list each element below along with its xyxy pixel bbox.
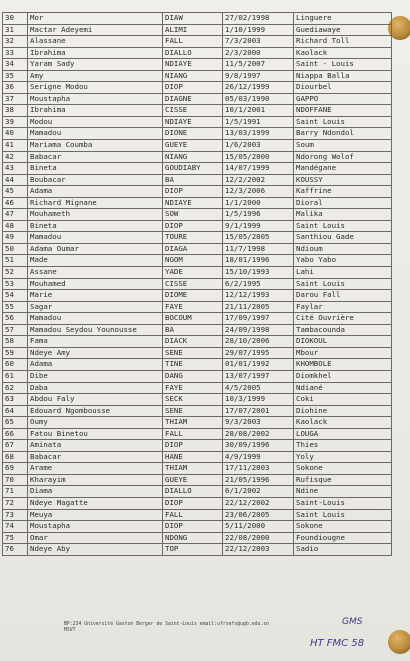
birth-place-cell: Linguere bbox=[294, 13, 392, 25]
student-roster-table bbox=[2, 12, 392, 556]
table-row bbox=[3, 267, 392, 279]
birth-place-cell: Ndiané bbox=[294, 382, 392, 394]
last-name-cell: FAYE bbox=[163, 301, 223, 313]
birth-date-cell: 9/8/1997 bbox=[223, 70, 294, 82]
first-name-cell: Moustapha bbox=[28, 93, 163, 105]
birth-date-cell: 5/11/2000 bbox=[223, 521, 294, 533]
last-name-cell: NDIAYE bbox=[163, 116, 223, 128]
row-number-cell: 40 bbox=[3, 128, 28, 140]
handwritten-note-2: HT FMC 58 bbox=[310, 638, 365, 649]
row-number-cell: 64 bbox=[3, 405, 28, 417]
last-name-cell: DIAW bbox=[163, 13, 223, 25]
first-name-cell: Mamadou Seydou Younousse bbox=[28, 324, 163, 336]
birth-place-cell: Saint-Louis bbox=[294, 497, 392, 509]
row-number-cell: 58 bbox=[3, 336, 28, 348]
birth-date-cell: 21/11/2005 bbox=[223, 301, 294, 313]
first-name-cell: Mariama Coumba bbox=[28, 140, 163, 152]
table-row bbox=[3, 151, 392, 163]
last-name-cell: HANE bbox=[163, 451, 223, 463]
birth-place-cell: Richard Toll bbox=[294, 36, 392, 48]
last-name-cell: SENE bbox=[163, 405, 223, 417]
birth-date-cell: 1/5/1991 bbox=[223, 116, 294, 128]
row-number-cell: 48 bbox=[3, 220, 28, 232]
first-name-cell: Moustapha bbox=[28, 521, 163, 533]
birth-date-cell: 4/5/2005 bbox=[223, 382, 294, 394]
birth-place-cell: Diomkhel bbox=[294, 370, 392, 382]
birth-place-cell: Saint Louis bbox=[294, 278, 392, 290]
table-row bbox=[3, 220, 392, 232]
birth-date-cell: 6/2/1995 bbox=[223, 278, 294, 290]
table-row bbox=[3, 47, 392, 59]
birth-place-cell: Barry Ndondol bbox=[294, 128, 392, 140]
birth-place-cell: DIOKOUL bbox=[294, 336, 392, 348]
birth-date-cell: 13/07/1997 bbox=[223, 370, 294, 382]
table-row bbox=[3, 474, 392, 486]
row-number-cell: 74 bbox=[3, 521, 28, 533]
row-number-cell: 50 bbox=[3, 243, 28, 255]
birth-place-cell: Coki bbox=[294, 394, 392, 406]
birth-place-cell: Faylar bbox=[294, 301, 392, 313]
last-name-cell: DIOP bbox=[163, 186, 223, 198]
table-row bbox=[3, 24, 392, 36]
last-name-cell: NDIAYE bbox=[163, 59, 223, 71]
birth-place-cell: Sadio bbox=[294, 544, 392, 556]
last-name-cell: GUEYE bbox=[163, 140, 223, 152]
row-number-cell: 56 bbox=[3, 313, 28, 325]
first-name-cell: Adama bbox=[28, 359, 163, 371]
birth-date-cell: 21/05/1996 bbox=[223, 474, 294, 486]
birth-place-cell: Malika bbox=[294, 209, 392, 221]
row-number-cell: 73 bbox=[3, 509, 28, 521]
table-row bbox=[3, 440, 392, 452]
last-name-cell: SENE bbox=[163, 347, 223, 359]
table-row bbox=[3, 417, 392, 429]
table-row bbox=[3, 209, 392, 221]
row-number-cell: 32 bbox=[3, 36, 28, 48]
first-name-cell: Ibrahima bbox=[28, 105, 163, 117]
last-name-cell: DIOP bbox=[163, 497, 223, 509]
birth-place-cell: Dioral bbox=[294, 197, 392, 209]
row-number-cell: 54 bbox=[3, 290, 28, 302]
table-row bbox=[3, 544, 392, 556]
birth-date-cell: 9/1/1999 bbox=[223, 220, 294, 232]
first-name-cell: Bineta bbox=[28, 220, 163, 232]
birth-place-cell: KOUSSY bbox=[294, 174, 392, 186]
birth-place-cell: NDOFFANE bbox=[294, 105, 392, 117]
row-number-cell: 51 bbox=[3, 255, 28, 267]
birth-date-cell: 17/09/1997 bbox=[223, 313, 294, 325]
first-name-cell: Dibe bbox=[28, 370, 163, 382]
binder-hole-bottom bbox=[388, 630, 410, 654]
last-name-cell: NGOM bbox=[163, 255, 223, 267]
last-name-cell: YADE bbox=[163, 267, 223, 279]
birth-date-cell: 4/9/1999 bbox=[223, 451, 294, 463]
last-name-cell: GOUDIABY bbox=[163, 163, 223, 175]
first-name-cell: Boubacar bbox=[28, 174, 163, 186]
last-name-cell: DIOP bbox=[163, 82, 223, 94]
table-row bbox=[3, 70, 392, 82]
row-number-cell: 67 bbox=[3, 440, 28, 452]
first-name-cell: Omar bbox=[28, 532, 163, 544]
birth-place-cell: Foundiougne bbox=[294, 532, 392, 544]
row-number-cell: 45 bbox=[3, 186, 28, 198]
birth-date-cell: 14/07/1999 bbox=[223, 163, 294, 175]
birth-date-cell: 15/05/2005 bbox=[223, 232, 294, 244]
first-name-cell: Bineta bbox=[28, 163, 163, 175]
row-number-cell: 61 bbox=[3, 370, 28, 382]
table-row bbox=[3, 497, 392, 509]
row-number-cell: 49 bbox=[3, 232, 28, 244]
row-number-cell: 69 bbox=[3, 463, 28, 475]
birth-date-cell: 05/03/1990 bbox=[223, 93, 294, 105]
table-row bbox=[3, 532, 392, 544]
table-row bbox=[3, 93, 392, 105]
table-row bbox=[3, 428, 392, 440]
birth-place-cell: Diourbel bbox=[294, 82, 392, 94]
row-number-cell: 60 bbox=[3, 359, 28, 371]
birth-place-cell: Saint Louis bbox=[294, 509, 392, 521]
birth-place-cell: Soum bbox=[294, 140, 392, 152]
document-footer bbox=[64, 622, 269, 634]
birth-place-cell: Saint - Louis bbox=[294, 59, 392, 71]
first-name-cell: Adama Oumar bbox=[28, 243, 163, 255]
row-number-cell: 75 bbox=[3, 532, 28, 544]
birth-place-cell: Cité Ouvrière bbox=[294, 313, 392, 325]
birth-date-cell: 17/11/2003 bbox=[223, 463, 294, 475]
table-row bbox=[3, 370, 392, 382]
last-name-cell: THIAM bbox=[163, 463, 223, 475]
table-row bbox=[3, 116, 392, 128]
birth-date-cell: 15/10/1993 bbox=[223, 267, 294, 279]
birth-date-cell: 18/01/1996 bbox=[223, 255, 294, 267]
table-row bbox=[3, 140, 392, 152]
last-name-cell: CISSE bbox=[163, 278, 223, 290]
first-name-cell: Oumy bbox=[28, 417, 163, 429]
first-name-cell: Mouhamed bbox=[28, 278, 163, 290]
birth-place-cell: Yoly bbox=[294, 451, 392, 463]
first-name-cell: Marie bbox=[28, 290, 163, 302]
birth-date-cell: 01/01/1992 bbox=[223, 359, 294, 371]
birth-place-cell: Santhiou Gade bbox=[294, 232, 392, 244]
last-name-cell: DIALLO bbox=[163, 47, 223, 59]
row-number-cell: 37 bbox=[3, 93, 28, 105]
birth-date-cell: 6/1/2002 bbox=[223, 486, 294, 498]
row-number-cell: 35 bbox=[3, 70, 28, 82]
birth-date-cell: 22/12/2002 bbox=[223, 497, 294, 509]
first-name-cell: Babacar bbox=[28, 151, 163, 163]
last-name-cell: ALIMI bbox=[163, 24, 223, 36]
first-name-cell: Adama bbox=[28, 186, 163, 198]
table-row bbox=[3, 521, 392, 533]
last-name-cell: SECK bbox=[163, 394, 223, 406]
table-row bbox=[3, 197, 392, 209]
birth-date-cell: 29/07/1995 bbox=[223, 347, 294, 359]
birth-place-cell: Saint Louis bbox=[294, 116, 392, 128]
last-name-cell: BA bbox=[163, 174, 223, 186]
birth-place-cell: Ndine bbox=[294, 486, 392, 498]
row-number-cell: 66 bbox=[3, 428, 28, 440]
row-number-cell: 41 bbox=[3, 140, 28, 152]
last-name-cell: FALL bbox=[163, 509, 223, 521]
birth-date-cell: 1/1/2000 bbox=[223, 197, 294, 209]
last-name-cell: DIAGNE bbox=[163, 93, 223, 105]
table-row bbox=[3, 13, 392, 25]
first-name-cell: Ndeye Magatte bbox=[28, 497, 163, 509]
birth-date-cell: 28/08/2002 bbox=[223, 428, 294, 440]
table-row bbox=[3, 347, 392, 359]
birth-date-cell: 12/2/2002 bbox=[223, 174, 294, 186]
birth-date-cell: 7/3/2003 bbox=[223, 36, 294, 48]
first-name-cell: Modou bbox=[28, 116, 163, 128]
first-name-cell: Ndeye Amy bbox=[28, 347, 163, 359]
birth-date-cell: 2/3/2000 bbox=[223, 47, 294, 59]
row-number-cell: 53 bbox=[3, 278, 28, 290]
last-name-cell: DIOP bbox=[163, 440, 223, 452]
table-row bbox=[3, 359, 392, 371]
first-name-cell: Ibrahima bbox=[28, 47, 163, 59]
row-number-cell: 42 bbox=[3, 151, 28, 163]
birth-place-cell: Rufisque bbox=[294, 474, 392, 486]
birth-date-cell: 24/09/1998 bbox=[223, 324, 294, 336]
row-number-cell: 31 bbox=[3, 24, 28, 36]
last-name-cell: TINE bbox=[163, 359, 223, 371]
birth-place-cell: Thies bbox=[294, 440, 392, 452]
first-name-cell: Mor bbox=[28, 13, 163, 25]
birth-date-cell: 1/6/2003 bbox=[223, 140, 294, 152]
last-name-cell: NDIAYE bbox=[163, 197, 223, 209]
last-name-cell: DIALLO bbox=[163, 486, 223, 498]
first-name-cell: Abdou Faly bbox=[28, 394, 163, 406]
row-number-cell: 71 bbox=[3, 486, 28, 498]
table-row bbox=[3, 463, 392, 475]
birth-place-cell: LOUGA bbox=[294, 428, 392, 440]
last-name-cell: BA bbox=[163, 324, 223, 336]
birth-date-cell: 12/3/2006 bbox=[223, 186, 294, 198]
birth-date-cell: 11/5/2007 bbox=[223, 59, 294, 71]
last-name-cell: DIOP bbox=[163, 220, 223, 232]
row-number-cell: 70 bbox=[3, 474, 28, 486]
row-number-cell: 57 bbox=[3, 324, 28, 336]
birth-date-cell: 17/07/2001 bbox=[223, 405, 294, 417]
row-number-cell: 44 bbox=[3, 174, 28, 186]
row-number-cell: 68 bbox=[3, 451, 28, 463]
birth-place-cell: Darou Fall bbox=[294, 290, 392, 302]
birth-place-cell: Mbour bbox=[294, 347, 392, 359]
birth-date-cell: 13/03/1999 bbox=[223, 128, 294, 140]
first-name-cell: Babacar bbox=[28, 451, 163, 463]
first-name-cell: Mactar Adeyemi bbox=[28, 24, 163, 36]
first-name-cell: Mouhameth bbox=[28, 209, 163, 221]
birth-date-cell: 23/06/2005 bbox=[223, 509, 294, 521]
table-row bbox=[3, 232, 392, 244]
birth-place-cell: Ndioum bbox=[294, 243, 392, 255]
table-row bbox=[3, 59, 392, 71]
table-row bbox=[3, 405, 392, 417]
birth-date-cell: 9/3/2003 bbox=[223, 417, 294, 429]
table-row bbox=[3, 36, 392, 48]
last-name-cell: DIACK bbox=[163, 336, 223, 348]
row-number-cell: 72 bbox=[3, 497, 28, 509]
first-name-cell: Richard Mignane bbox=[28, 197, 163, 209]
first-name-cell: Mamadou bbox=[28, 232, 163, 244]
birth-place-cell: KHOMBOLE bbox=[294, 359, 392, 371]
last-name-cell: BOCOUM bbox=[163, 313, 223, 325]
birth-date-cell: 10/1/2001 bbox=[223, 105, 294, 117]
table-row bbox=[3, 174, 392, 186]
last-name-cell: THIAM bbox=[163, 417, 223, 429]
row-number-cell: 36 bbox=[3, 82, 28, 94]
birth-place-cell: Niappa Balla bbox=[294, 70, 392, 82]
table-row bbox=[3, 301, 392, 313]
birth-date-cell: 12/12/1993 bbox=[223, 290, 294, 302]
first-name-cell: Made bbox=[28, 255, 163, 267]
row-number-cell: 65 bbox=[3, 417, 28, 429]
row-number-cell: 76 bbox=[3, 544, 28, 556]
row-number-cell: 59 bbox=[3, 347, 28, 359]
first-name-cell: Arame bbox=[28, 463, 163, 475]
first-name-cell: Yaram Sady bbox=[28, 59, 163, 71]
first-name-cell: Meuya bbox=[28, 509, 163, 521]
last-name-cell: NIANG bbox=[163, 151, 223, 163]
first-name-cell: Daba bbox=[28, 382, 163, 394]
birth-date-cell: 27/02/1998 bbox=[223, 13, 294, 25]
table-row bbox=[3, 290, 392, 302]
row-number-cell: 30 bbox=[3, 13, 28, 25]
last-name-cell: DIONE bbox=[163, 128, 223, 140]
table-row bbox=[3, 509, 392, 521]
table-row bbox=[3, 336, 392, 348]
birth-place-cell: Guediawaye bbox=[294, 24, 392, 36]
birth-date-cell: 30/09/1996 bbox=[223, 440, 294, 452]
table-row bbox=[3, 394, 392, 406]
last-name-cell: TOURE bbox=[163, 232, 223, 244]
birth-date-cell: 22/08/2000 bbox=[223, 532, 294, 544]
first-name-cell: Edouard Ngombousse bbox=[28, 405, 163, 417]
last-name-cell: FAYE bbox=[163, 382, 223, 394]
birth-place-cell: Mandégane bbox=[294, 163, 392, 175]
birth-place-cell: Yabo Yabo bbox=[294, 255, 392, 267]
first-name-cell: Alassane bbox=[28, 36, 163, 48]
row-number-cell: 63 bbox=[3, 394, 28, 406]
first-name-cell: Aminata bbox=[28, 440, 163, 452]
first-name-cell: Mamadou bbox=[28, 128, 163, 140]
table-row bbox=[3, 324, 392, 336]
last-name-cell: NIANG bbox=[163, 70, 223, 82]
table-row bbox=[3, 128, 392, 140]
table-row bbox=[3, 186, 392, 198]
last-name-cell: CISSE bbox=[163, 105, 223, 117]
row-number-cell: 46 bbox=[3, 197, 28, 209]
table-row bbox=[3, 243, 392, 255]
table-row bbox=[3, 82, 392, 94]
last-name-cell: TOP bbox=[163, 544, 223, 556]
row-number-cell: 52 bbox=[3, 267, 28, 279]
table-row bbox=[3, 163, 392, 175]
row-number-cell: 34 bbox=[3, 59, 28, 71]
first-name-cell: Kharayim bbox=[28, 474, 163, 486]
last-name-cell: GUEYE bbox=[163, 474, 223, 486]
first-name-cell: Assane bbox=[28, 267, 163, 279]
last-name-cell: DIOP bbox=[163, 521, 223, 533]
last-name-cell: NDONG bbox=[163, 532, 223, 544]
birth-place-cell: Lahi bbox=[294, 267, 392, 279]
first-name-cell: Ndeye Aby bbox=[28, 544, 163, 556]
birth-date-cell: 28/10/2006 bbox=[223, 336, 294, 348]
first-name-cell: Diama bbox=[28, 486, 163, 498]
first-name-cell: Fama bbox=[28, 336, 163, 348]
handwritten-note-1: GMS bbox=[342, 617, 363, 627]
table-row bbox=[3, 278, 392, 290]
row-number-cell: 43 bbox=[3, 163, 28, 175]
table-row bbox=[3, 105, 392, 117]
last-name-cell: SOW bbox=[163, 209, 223, 221]
birth-place-cell: Kaffrine bbox=[294, 186, 392, 198]
table-row bbox=[3, 486, 392, 498]
birth-date-cell: 22/12/2003 bbox=[223, 544, 294, 556]
table-row bbox=[3, 382, 392, 394]
table-row bbox=[3, 255, 392, 267]
birth-date-cell: 1/5/1996 bbox=[223, 209, 294, 221]
birth-date-cell: 15/05/2000 bbox=[223, 151, 294, 163]
last-name-cell: DIAGA bbox=[163, 243, 223, 255]
last-name-cell: DIOME bbox=[163, 290, 223, 302]
birth-place-cell: Tambacounda bbox=[294, 324, 392, 336]
first-name-cell: Serigne Modou bbox=[28, 82, 163, 94]
row-number-cell: 38 bbox=[3, 105, 28, 117]
row-number-cell: 47 bbox=[3, 209, 28, 221]
birth-date-cell: 11/7/1998 bbox=[223, 243, 294, 255]
birth-place-cell: Kaolack bbox=[294, 47, 392, 59]
birth-place-cell: Sokone bbox=[294, 463, 392, 475]
table-row bbox=[3, 451, 392, 463]
birth-place-cell: Ndorong Wolof bbox=[294, 151, 392, 163]
row-number-cell: 62 bbox=[3, 382, 28, 394]
birth-date-cell: 1/10/1999 bbox=[223, 24, 294, 36]
birth-date-cell: 10/3/1999 bbox=[223, 394, 294, 406]
first-name-cell: Mamadou bbox=[28, 313, 163, 325]
row-number-cell: 33 bbox=[3, 47, 28, 59]
row-number-cell: 55 bbox=[3, 301, 28, 313]
birth-place-cell: Kaolack bbox=[294, 417, 392, 429]
birth-place-cell: Saint Louis bbox=[294, 220, 392, 232]
first-name-cell: Fatou Binetou bbox=[28, 428, 163, 440]
first-name-cell: Sagar bbox=[28, 301, 163, 313]
last-name-cell: FALL bbox=[163, 428, 223, 440]
birth-place-cell: Diohine bbox=[294, 405, 392, 417]
birth-place-cell: Sokone bbox=[294, 521, 392, 533]
roster-body bbox=[3, 13, 392, 556]
table-row bbox=[3, 313, 392, 325]
last-name-cell: FALL bbox=[163, 36, 223, 48]
birth-date-cell: 26/12/1999 bbox=[223, 82, 294, 94]
footer-address: BP:234 Université Gaston Berger de Saint-Louis email:ufrsefs@ugb.edu.sn bbox=[64, 622, 270, 627]
first-name-cell: Amy bbox=[28, 70, 163, 82]
footer-code: MSVT bbox=[64, 628, 76, 633]
birth-place-cell: GAPPO bbox=[294, 93, 392, 105]
row-number-cell: 39 bbox=[3, 116, 28, 128]
last-name-cell: DANG bbox=[163, 370, 223, 382]
